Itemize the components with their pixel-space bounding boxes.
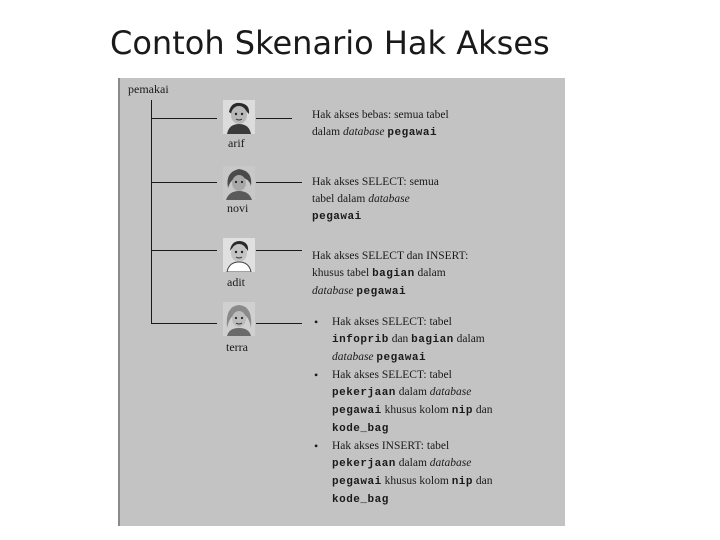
code-text: kode_bag bbox=[332, 494, 389, 506]
desc-text: Hak akses bebas: semua tabel bbox=[312, 109, 449, 121]
slide-title: Contoh Skenario Hak Akses bbox=[110, 24, 550, 62]
code-text: pegawai bbox=[332, 476, 382, 488]
code-text: kode_bag bbox=[332, 423, 389, 435]
code-text: pegawai bbox=[312, 211, 362, 223]
code-text: bagian bbox=[411, 334, 454, 346]
italic-text: database bbox=[312, 285, 354, 297]
code-text: pegawai bbox=[332, 405, 382, 417]
user-arif-avatar-icon bbox=[223, 100, 255, 134]
desc-text: dan bbox=[473, 404, 493, 416]
link-line-terra bbox=[256, 323, 302, 324]
access-desc-novi bbox=[312, 174, 557, 226]
code-text: pegawai bbox=[376, 352, 427, 364]
italic-text: database bbox=[429, 457, 472, 469]
code-text: pegawai bbox=[387, 127, 438, 139]
access-bullet-item bbox=[312, 367, 557, 438]
italic-text: database bbox=[332, 351, 374, 363]
code-text: pekerjaan bbox=[332, 387, 396, 399]
desc-text: Hak akses SELECT: semua bbox=[312, 176, 439, 188]
tree-trunk-line bbox=[151, 100, 152, 324]
desc-text: khusus kolom bbox=[381, 404, 452, 416]
link-line-arif bbox=[256, 118, 292, 119]
access-bullet-item bbox=[312, 438, 557, 509]
desc-text: Hak akses SELECT: tabel bbox=[332, 369, 452, 381]
italic-text: database bbox=[368, 193, 410, 205]
italic-text: database bbox=[342, 126, 385, 138]
user-label-terra: terra bbox=[226, 340, 248, 354]
italic-text: database bbox=[429, 386, 472, 398]
access-desc-arif bbox=[312, 107, 557, 142]
user-label-arif: arif bbox=[228, 136, 245, 150]
branch-line-adit bbox=[151, 250, 217, 251]
desc-text: dalam bbox=[395, 457, 430, 469]
user-terra-avatar-icon bbox=[223, 302, 255, 336]
code-text: nip bbox=[451, 476, 473, 488]
desc-text: khusus tabel bbox=[312, 267, 373, 279]
code-text: pegawai bbox=[356, 286, 407, 298]
root-node-label: pemakai bbox=[128, 82, 169, 96]
branch-line-arif bbox=[151, 118, 217, 119]
desc-text: dalam bbox=[414, 267, 446, 279]
desc-text: Hak akses INSERT: tabel bbox=[332, 440, 450, 452]
code-text: infoprib bbox=[332, 334, 389, 346]
branch-line-terra bbox=[151, 323, 217, 324]
code-text: nip bbox=[451, 405, 473, 417]
access-list-terra bbox=[312, 314, 557, 509]
user-label-adit: adit bbox=[227, 275, 245, 289]
access-desc-adit bbox=[312, 248, 557, 301]
desc-text: Hak akses SELECT: tabel bbox=[332, 316, 452, 328]
code-text: bagian bbox=[372, 268, 415, 280]
branch-line-novi bbox=[151, 182, 217, 183]
user-label-novi: novi bbox=[227, 201, 249, 215]
desc-text: dan bbox=[388, 333, 412, 345]
desc-text: dalam bbox=[312, 126, 343, 138]
desc-text: dalam bbox=[453, 333, 485, 345]
access-bullet-item bbox=[312, 314, 557, 367]
link-line-novi bbox=[256, 182, 302, 183]
desc-text: dalam bbox=[395, 386, 430, 398]
desc-text: Hak akses SELECT dan INSERT: bbox=[312, 250, 469, 262]
desc-text: khusus kolom bbox=[381, 475, 452, 487]
user-novi-avatar-icon bbox=[223, 166, 255, 200]
access-diagram-panel bbox=[118, 78, 565, 526]
code-text: pekerjaan bbox=[332, 458, 396, 470]
user-adit-avatar-icon bbox=[223, 238, 255, 272]
desc-text: tabel dalam bbox=[312, 193, 369, 205]
link-line-adit bbox=[256, 250, 302, 251]
desc-text: dan bbox=[473, 475, 493, 487]
